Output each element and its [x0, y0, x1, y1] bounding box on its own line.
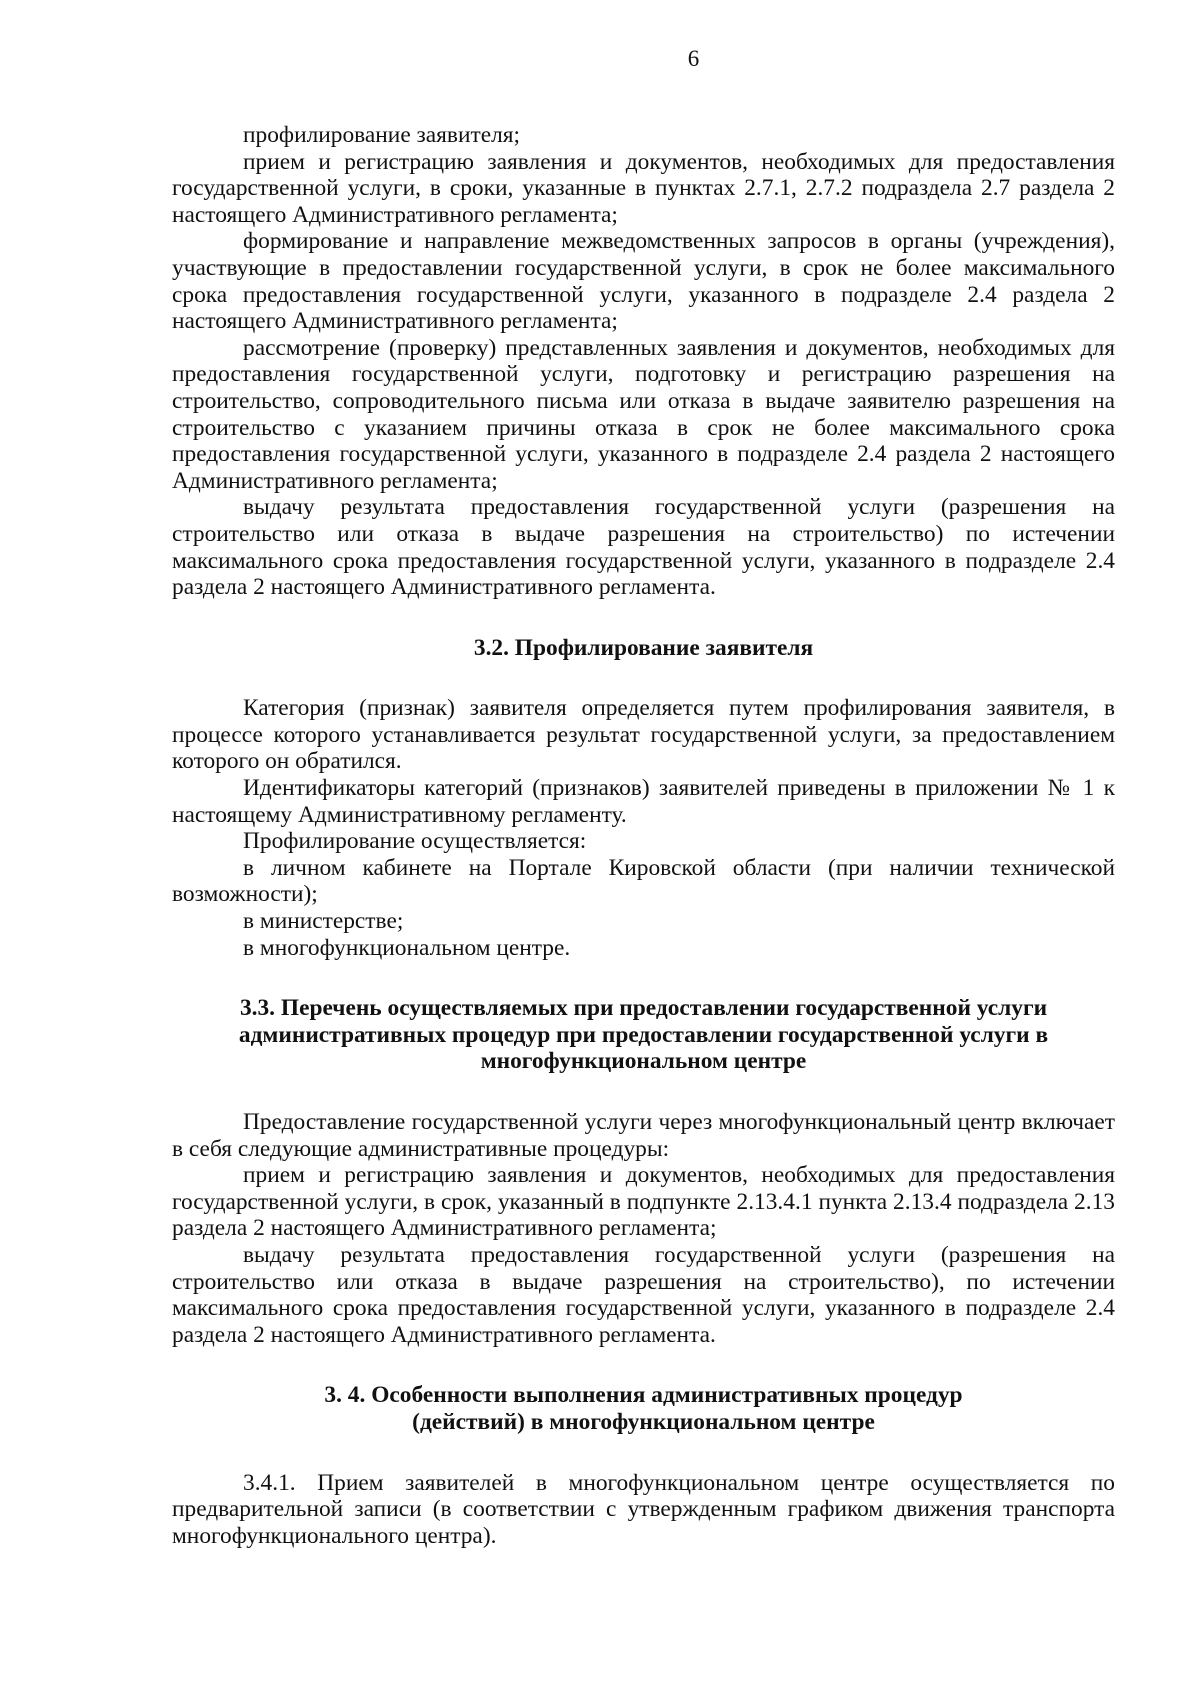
section-3-4-body — [172, 1470, 1115, 1550]
page-number: 6 — [687, 46, 700, 71]
paragraph: прием и регистрацию заявления и документов, необходимых для предоставления государственной услуги, в сроки, указанные в пунктах 2.7.1, 2.7.2 подраздела 2.7 раздела 2 настоящего Административного регламента; — [172, 148, 1115, 228]
paragraph: Идентификаторы категорий (признаков) заявителей приведены в приложении № 1 к настоящему Административному регламенту. — [172, 775, 1115, 828]
heading-line: 3. 4. Особенности выполнения административных процедур — [324, 1382, 963, 1409]
section-3-2-body — [172, 695, 1115, 961]
heading-line: многофункциональном центре — [480, 1048, 807, 1075]
procedures-list — [172, 122, 1115, 601]
section-3-3-body — [172, 1109, 1115, 1348]
section-heading-3-3 — [172, 995, 1115, 1075]
section-heading-3-4 — [172, 1382, 1115, 1435]
paragraph: в личном кабинете на Портале Кировской области (при наличии технической возможности); — [172, 854, 1115, 908]
heading-line: административных процедур при предоставлении государственной услуги в — [238, 1021, 1049, 1048]
paragraph: 3.4.1. Прием заявителей в многофункциональном центре осуществляется по предварительной записи (в соответствии с утвержденным графиком движения транспорта многофункционального центра). — [172, 1469, 1115, 1549]
paragraph: рассмотрение (проверку) представленных заявления и документов, необходимых для предоставления государственной услуги, подготовку и регистрацию разрешения на строительство, сопроводительного письма или отказа в выдаче заявителю разрешения на строительство с указанием причины отказа в срок не более максимального срока предоставления государственной услуги, указанного в подразделе 2.4 раздела 2 настоящего Административного регламента; — [172, 334, 1115, 494]
heading-line: (действий) в многофункциональном центре — [412, 1408, 875, 1435]
paragraph: выдачу результата предоставления государственной услуги (разрешения на строительство или отказа в выдаче разрешения на строительство), по истечении максимального срока предоставления государственной услуги, указанного в подразделе 2.4 раздела 2 настоящего Административного регламента. — [172, 1241, 1115, 1348]
heading-line: 3.3. Перечень осуществляемых при предоставлении государственной услуги — [239, 995, 1048, 1022]
paragraph: выдачу результата предоставления государственной услуги (разрешения на строительство или отказа в выдаче разрешения на строительство) по истечении максимального срока предоставления государственной услуги, указанного в подразделе 2.4 раздела 2 настоящего Административного регламента. — [172, 494, 1115, 601]
paragraph: Профилирование осуществляется: — [243, 828, 587, 855]
paragraph: прием и регистрацию заявления и документов, необходимых для предоставления государственной услуги, в срок, указанный в подпункте 2.13.4.1 пункта 2.13.4 подраздела 2.13 раздела 2 настоящего Административного регламента; — [172, 1162, 1115, 1242]
section-heading-3-2: 3.2. Профилирование заявителя — [473, 634, 814, 661]
paragraph: профилирование заявителя; — [243, 122, 521, 148]
paragraph: Категория (признак) заявителя определяется путем профилирования заявителя, в процессе которого устанавливается результат государственной услуги, за предоставлением которого он обратился. — [172, 695, 1115, 775]
paragraph: в министерстве; — [243, 908, 404, 935]
paragraph: Предоставление государственной услуги через многофункциональный центр включает в себя следующие административные процедуры: — [172, 1109, 1115, 1162]
paragraph: формирование и направление межведомственных запросов в органы (учреждения), участвующие в предоставлении государственной услуги, в срок не более максимального срока предоставления государственной услуги, указанного в подразделе 2.4 раздела 2 настоящего Административного регламента; — [172, 228, 1115, 335]
paragraph: в многофункциональном центре. — [243, 934, 571, 961]
